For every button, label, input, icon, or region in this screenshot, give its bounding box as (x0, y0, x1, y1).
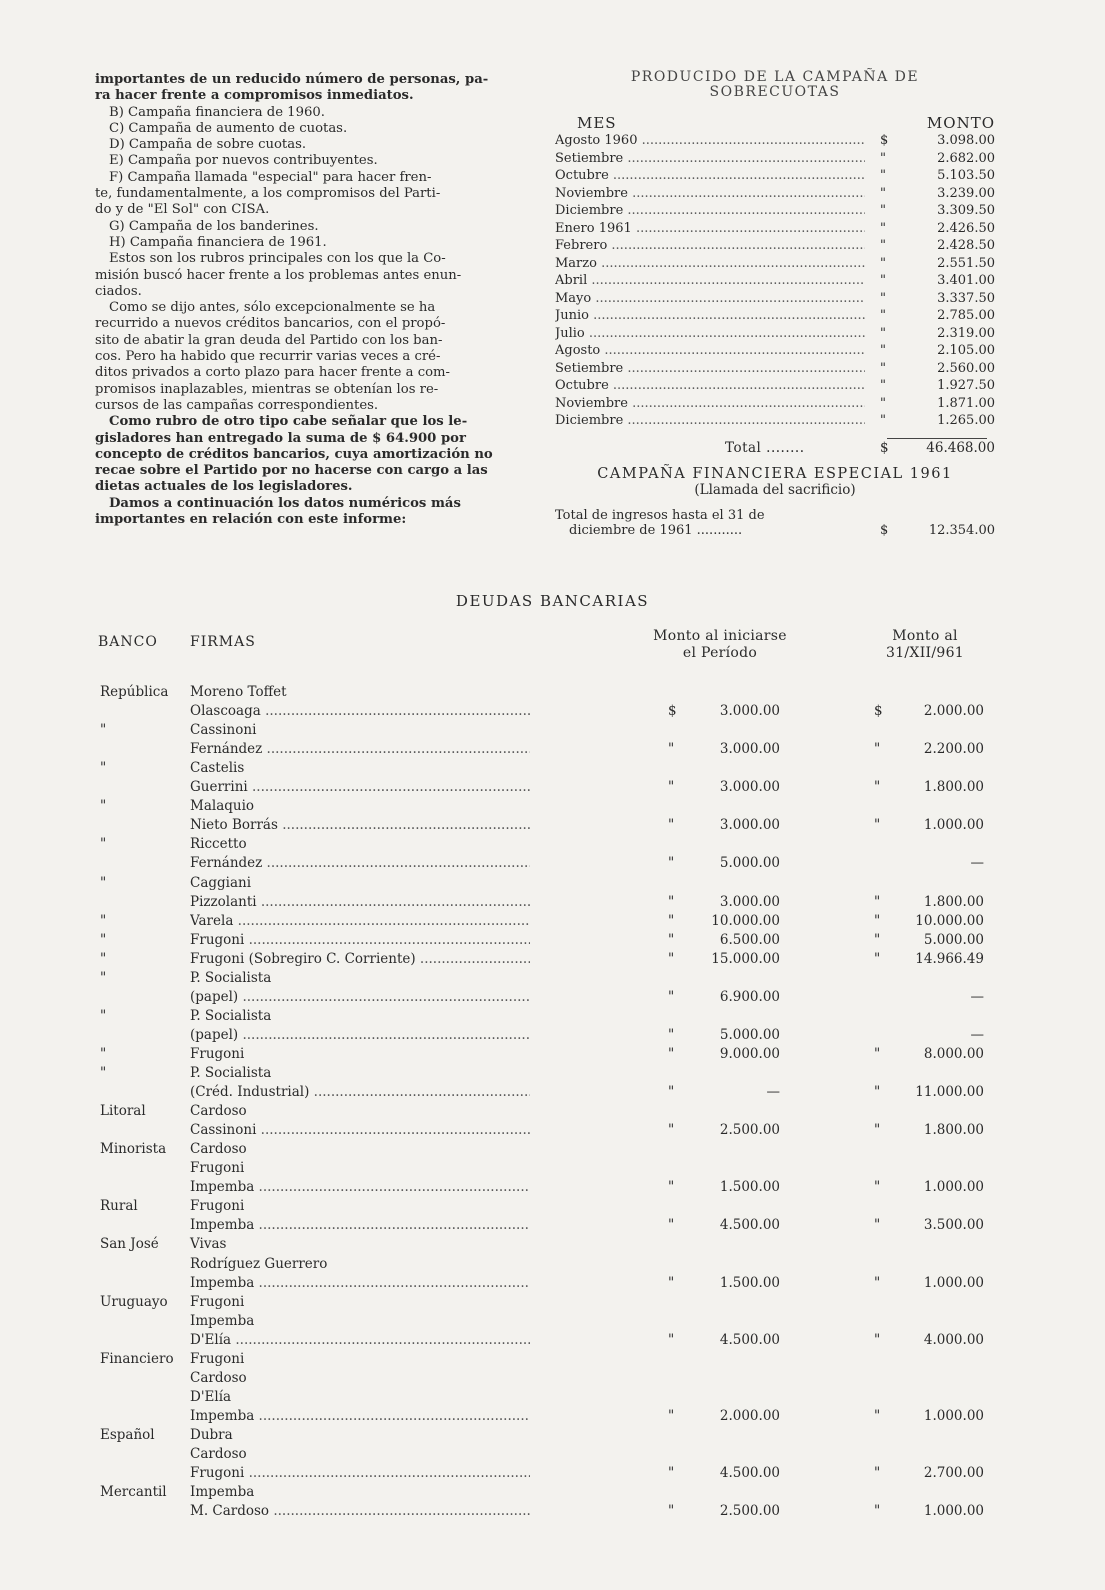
bank-name: " (100, 912, 107, 929)
sobrecuota-row (555, 360, 995, 378)
text-line: Estos son los rubros principales con los que la Co- (109, 251, 446, 267)
sobrecuota-row (555, 255, 995, 273)
month-label: Julio ..... (555, 325, 865, 343)
start-amount: 2.500.00 (719, 1122, 780, 1139)
end-currency: " (874, 1407, 881, 1424)
start-currency: $ (668, 703, 677, 720)
end-amount: 1.000.00 (923, 817, 984, 834)
firm-name: Impemba ..... (190, 1179, 530, 1195)
firm-name: Frugoni ..... (190, 932, 530, 948)
month-label: Diciembre ..... (555, 202, 865, 220)
sobrecuotas-section (555, 70, 995, 540)
firm-name: (papel) ..... (190, 1027, 530, 1043)
currency-mark: " (880, 272, 894, 290)
bank-name: " (100, 1065, 107, 1081)
bank-name: " (100, 798, 107, 815)
bank-name: República (100, 684, 169, 700)
end-currency: " (874, 1217, 881, 1234)
currency-mark: " (880, 202, 894, 220)
sobrecuota-row (555, 167, 995, 185)
month-label: Noviembre ..... (555, 185, 865, 203)
text-line: D) Campaña de sobre cuotas. (109, 137, 307, 153)
sobrecuota-row (555, 377, 995, 395)
firm-name: P. Socialista (190, 969, 272, 986)
campana-currency: $ (880, 522, 889, 538)
sobrecuota-row (555, 342, 995, 360)
start-amount: 15.000.00 (711, 950, 780, 967)
sobrecuota-row (555, 237, 995, 255)
firm-name: Cardoso (190, 1369, 247, 1386)
sobrecuota-row (555, 325, 995, 343)
start-amount: 10.000.00 (711, 912, 780, 929)
end-currency: " (874, 1179, 881, 1196)
sobrecuota-row (555, 290, 995, 308)
sobrecuota-row (555, 202, 995, 220)
col-monto-fin-line-2: 31/XII/961 (886, 645, 964, 661)
month-label: Abril ..... (555, 272, 865, 290)
month-label: Marzo ..... (555, 255, 865, 273)
amount: 1.871.00 (937, 395, 995, 411)
text-line: ciados. (95, 283, 142, 299)
sobrecuotas-header (555, 114, 995, 132)
firm-name: Frugoni (190, 1198, 245, 1215)
firm-name: P. Socialista (190, 1007, 272, 1024)
amount: 5.103.50 (937, 168, 995, 183)
text-line: gisladores han entregado la suma de $ 64.900 por (95, 430, 466, 446)
currency-mark: " (880, 220, 894, 238)
total-currency: $ (880, 439, 889, 456)
bank-name: " (100, 931, 107, 948)
currency-mark: " (880, 377, 894, 395)
start-amount: 4.500.00 (719, 1331, 780, 1348)
bank-name: Financiero (100, 1350, 174, 1367)
sobrecuota-row (555, 150, 995, 168)
sobrecuota-row (555, 132, 995, 150)
text-line: C) Campaña de aumento de cuotas. (109, 120, 348, 136)
start-currency: " (668, 1503, 675, 1520)
col-mes-header: MES (577, 114, 617, 132)
firm-name: Frugoni (190, 1293, 245, 1310)
end-currency: " (874, 931, 881, 948)
bank-name: Litoral (100, 1103, 146, 1120)
campana-especial-title: CAMPAÑA FINANCIERA ESPECIAL 1961 (597, 465, 953, 482)
firm-name: Cardoso (190, 1141, 247, 1158)
start-amount: 6.900.00 (719, 988, 780, 1005)
col-monto-inicio-line-2: el Período (682, 645, 758, 661)
end-amount: 8.000.00 (923, 1045, 984, 1062)
firm-name: Impemba (190, 1312, 255, 1329)
bank-name: " (100, 1045, 107, 1062)
sobrecuotas-title-line-1: PRODUCIDO DE LA CAMPAÑA DE (630, 69, 920, 85)
start-amount: 3.000.00 (719, 741, 780, 758)
bank-name: " (100, 760, 107, 777)
end-amount: 14.966.49 (915, 950, 984, 967)
end-currency: " (874, 912, 881, 929)
start-amount: 2.500.00 (719, 1503, 780, 1520)
total-value: 46.468.00 (926, 439, 995, 456)
start-currency: " (668, 741, 675, 758)
start-currency: " (668, 1122, 675, 1139)
text-line: dietas actuales de los legisladores. (95, 479, 353, 495)
end-amount: 3.500.00 (923, 1217, 984, 1234)
end-amount: 1.800.00 (923, 779, 984, 796)
firm-name: (papel) ..... (190, 989, 530, 1005)
firm-name: (Créd. Industrial) ..... (190, 1084, 530, 1100)
end-currency: " (874, 1045, 881, 1062)
end-currency: " (874, 950, 881, 967)
firm-name: Moreno Toffet (190, 684, 287, 700)
amount: 3.401.00 (937, 273, 995, 288)
firm-name: Frugoni (190, 1350, 245, 1367)
text-line: G) Campaña de los banderines. (109, 218, 319, 234)
start-amount: 9.000.00 (719, 1045, 780, 1062)
end-currency: " (874, 1122, 881, 1139)
amount: 2.785.00 (937, 308, 995, 323)
text-line: do y de "El Sol" con CISA. (95, 202, 270, 218)
bank-name: " (100, 969, 107, 986)
end-amount: 2.700.00 (923, 1465, 984, 1482)
month-label: Mayo ..... (555, 290, 865, 308)
amount: 2.428.50 (937, 238, 995, 253)
firm-name: Castelis (190, 760, 245, 777)
text-line: F) Campaña llamada "especial" para hacer fren- (109, 169, 432, 185)
text-line: Damos a continuación los datos numéricos más (109, 495, 461, 511)
text-line: E) Campaña por nuevos contribuyentes. (109, 153, 378, 169)
start-amount: 5.000.00 (719, 855, 780, 872)
firm-name: Frugoni (Sobregiro C. Corriente) ..... (190, 951, 530, 967)
currency-mark: " (880, 237, 894, 255)
bank-name: " (100, 836, 107, 853)
bank-name: " (100, 874, 107, 891)
currency-mark: " (880, 185, 894, 203)
end-currency: " (874, 1331, 881, 1348)
sobrecuota-row (555, 220, 995, 238)
firm-name: Impemba ..... (190, 1408, 530, 1424)
start-amount: 4.500.00 (719, 1217, 780, 1234)
start-amount: 1.500.00 (719, 1179, 780, 1196)
text-line: recae sobre el Partido por no hacerse con cargo a las (95, 463, 488, 479)
start-currency: " (668, 855, 675, 872)
col-monto-fin-header (860, 628, 990, 662)
end-amount: 2.000.00 (923, 703, 984, 720)
campana-value: 12.354.00 (928, 522, 995, 538)
end-amount: 10.000.00 (915, 912, 984, 929)
firm-name: Impemba (190, 1484, 255, 1501)
month-label: Diciembre ..... (555, 412, 865, 430)
amount: 1.927.50 (937, 378, 995, 393)
firm-name: Varela ..... (190, 913, 530, 929)
firm-name: Nieto Borrás ..... (190, 817, 530, 833)
start-amount: 3.000.00 (719, 703, 780, 720)
end-currency: " (874, 1503, 881, 1520)
firm-name: P. Socialista (190, 1065, 272, 1081)
bank-name: Minorista (100, 1141, 167, 1158)
bank-name: " (100, 1007, 107, 1024)
end-currency: " (874, 1465, 881, 1482)
text-line: cos. Pero ha habido que recurrir varias veces a cré- (95, 349, 441, 365)
text-line: Como rubro de otro tipo cabe señalar que los le- (109, 414, 468, 430)
firm-name: Frugoni (190, 1160, 245, 1177)
deudas-title: DEUDAS BANCARIAS (455, 592, 650, 610)
end-currency: " (874, 893, 881, 910)
text-line: promisos inaplazables, mientras se obtenían los re- (95, 381, 439, 397)
start-currency: " (668, 893, 675, 910)
text-line: Como se dijo antes, sólo excepcionalmente se ha (109, 300, 436, 316)
firm-name: Frugoni ..... (190, 1465, 530, 1481)
text-line: ditos privados a corto plazo para hacer frente a com- (95, 365, 451, 381)
currency-mark: $ (880, 132, 894, 150)
text-line: sito de abatir la gran deuda del Partido con los ban- (95, 332, 443, 348)
start-currency: " (668, 817, 675, 834)
firm-name: D'Elía ..... (190, 1332, 530, 1348)
amount: 3.309.50 (937, 203, 995, 218)
firm-name: Impemba ..... (190, 1275, 530, 1291)
end-amount: 5.000.00 (923, 931, 984, 948)
start-currency: " (668, 779, 675, 796)
sobrecuota-row (555, 307, 995, 325)
end-currency: " (874, 741, 881, 758)
currency-mark: " (880, 360, 894, 378)
start-currency: " (668, 912, 675, 929)
end-amount: 11.000.00 (915, 1084, 984, 1101)
firm-name: Fernández ..... (190, 741, 530, 757)
start-currency: " (668, 1217, 675, 1234)
bank-name: San José (100, 1236, 159, 1253)
start-amount: 6.500.00 (719, 931, 780, 948)
sobrecuotas-table (555, 132, 995, 430)
end-amount: 4.000.00 (923, 1331, 984, 1348)
amount: 3.337.50 (937, 290, 995, 306)
end-currency: $ (874, 703, 883, 720)
currency-mark: " (880, 307, 894, 325)
start-currency: " (668, 1331, 675, 1348)
bank-name: Mercantil (100, 1484, 167, 1501)
text-line: misión buscó hacer frente a los problemas antes enun- (95, 267, 462, 283)
firm-name: Dubra (190, 1426, 233, 1443)
start-currency: " (668, 931, 675, 948)
month-label: Setiembre ..... (555, 360, 865, 378)
amount: 2.560.00 (937, 360, 995, 376)
firm-name: Pizzolanti ..... (190, 894, 530, 910)
sobrecuota-row (555, 395, 995, 413)
firm-name: Impemba ..... (190, 1217, 530, 1233)
currency-mark: " (880, 395, 894, 413)
start-currency: " (668, 1407, 675, 1424)
sobrecuota-row (555, 185, 995, 203)
start-currency: " (668, 1465, 675, 1482)
end-amount: 1.000.00 (923, 1179, 984, 1196)
sobrecuota-row (555, 412, 995, 430)
month-label: Febrero ..... (555, 237, 865, 255)
col-monto-fin-line-1: Monto al (892, 628, 958, 644)
bank-name: " (100, 950, 107, 967)
currency-mark: " (880, 167, 894, 185)
firm-name: Riccetto (190, 836, 247, 853)
campana-text-line-1: Total de ingresos hasta el 31 de (555, 507, 765, 523)
start-currency: " (668, 1045, 675, 1062)
sobrecuota-row (555, 272, 995, 290)
firm-name: Guerrini ..... (190, 779, 530, 795)
amount: 2.682.00 (937, 150, 995, 166)
firm-name: Cassinoni ..... (190, 1122, 530, 1138)
start-currency: " (668, 1026, 675, 1043)
text-line: te, fundamentalmente, a los compromisos del Parti- (95, 186, 441, 202)
campana-especial-total (555, 508, 995, 540)
start-currency: " (668, 1179, 675, 1196)
amount: 1.265.00 (937, 413, 995, 428)
currency-mark: " (880, 150, 894, 168)
firm-name: D'Elía (190, 1388, 232, 1405)
text-line: importantes en relación con este informe: (95, 512, 407, 528)
firm-name: Rodríguez Guerrero (190, 1255, 328, 1272)
firm-name: Fernández ..... (190, 855, 530, 871)
sobrecuotas-total-row (555, 438, 995, 458)
start-amount: 3.000.00 (719, 817, 780, 834)
amount: 2.551.50 (937, 255, 995, 271)
month-label: Junio ..... (555, 307, 865, 325)
firm-name: Vivas (190, 1236, 227, 1253)
col-banco-header: BANCO (98, 634, 158, 650)
end-amount: 1.000.00 (923, 1503, 984, 1520)
start-amount: 5.000.00 (719, 1026, 780, 1043)
end-amount: 1.000.00 (923, 1274, 984, 1291)
firm-name: Cardoso (190, 1103, 247, 1120)
firm-name: Malaquio (190, 798, 255, 815)
start-currency: " (668, 988, 675, 1005)
amount: 2.319.00 (937, 325, 995, 341)
firm-name: Caggiani (190, 874, 252, 891)
amount: 2.105.00 (937, 343, 995, 358)
col-monto-header: MONTO (926, 114, 995, 132)
end-currency: " (874, 779, 881, 796)
firm-name: Cardoso (190, 1446, 247, 1462)
end-amount: — (970, 1026, 984, 1043)
end-amount: — (970, 855, 984, 872)
start-amount: 4.500.00 (719, 1465, 780, 1482)
end-amount: 2.200.00 (923, 741, 984, 758)
firm-name: M. Cardoso ..... (190, 1503, 530, 1519)
start-amount: 2.000.00 (719, 1407, 780, 1424)
amount: 3.239.00 (937, 185, 995, 201)
month-label: Agosto 1960 ..... (555, 132, 865, 150)
report-text-column (95, 72, 535, 528)
firm-name: Frugoni (190, 1045, 245, 1062)
month-label: Setiembre ..... (555, 150, 865, 168)
text-line: cursos de las campañas correspondientes. (95, 397, 379, 413)
bank-name: Rural (100, 1198, 138, 1215)
col-monto-inicio-line-1: Monto al iniciarse (653, 628, 787, 644)
end-amount: — (970, 988, 984, 1005)
start-currency: " (668, 950, 675, 967)
currency-mark: " (880, 325, 894, 343)
total-label: Total ........ (725, 439, 805, 456)
text-line: importantes de un reducido número de personas, pa- (95, 72, 489, 87)
start-amount: 3.000.00 (719, 893, 780, 910)
start-amount: 1.500.00 (719, 1274, 780, 1291)
col-firmas-header: FIRMAS (190, 634, 256, 650)
end-currency: " (874, 1084, 881, 1101)
end-amount: 1.000.00 (923, 1407, 984, 1424)
month-label: Octubre ..... (555, 377, 865, 395)
currency-mark: " (880, 290, 894, 308)
end-amount: 1.800.00 (923, 1122, 984, 1139)
end-currency: " (874, 817, 881, 834)
firm-name: Olascoaga ..... (190, 703, 530, 719)
amount: 2.426.50 (937, 220, 995, 236)
text-line: B) Campaña financiera de 1960. (109, 104, 325, 120)
start-currency: " (668, 1084, 675, 1101)
end-currency: " (874, 1274, 881, 1291)
col-monto-inicio-header (640, 628, 800, 662)
bank-name: " (100, 722, 107, 739)
start-amount: 3.000.00 (719, 779, 780, 796)
start-amount: — (766, 1084, 780, 1101)
month-label: Agosto ..... (555, 342, 865, 360)
firm-name: Cassinoni (190, 722, 257, 739)
currency-mark: " (880, 342, 894, 360)
start-currency: " (668, 1274, 675, 1291)
text-line: concepto de créditos bancarios, cuya amortización no (95, 446, 493, 462)
text-line: ra hacer frente a compromisos inmediatos. (95, 88, 414, 104)
campana-text-line-2: diciembre de 1961 ........... (569, 522, 743, 538)
currency-mark: " (880, 255, 894, 273)
campana-especial-subtitle: (Llamada del sacrificio) (694, 481, 856, 498)
month-label: Enero 1961 ..... (555, 220, 865, 238)
text-line: H) Campaña financiera de 1961. (109, 234, 327, 250)
sobrecuotas-title-line-2: SOBRECUOTAS (709, 84, 841, 100)
bank-name: Español (100, 1426, 155, 1443)
amount: 3.098.00 (937, 133, 995, 148)
bank-name: Uruguayo (100, 1293, 168, 1310)
text-line: recurrido a nuevos créditos bancarios, con el propó- (95, 316, 446, 332)
month-label: Octubre ..... (555, 167, 865, 185)
end-amount: 1.800.00 (923, 893, 984, 910)
month-label: Noviembre ..... (555, 395, 865, 413)
currency-mark: " (880, 412, 894, 430)
